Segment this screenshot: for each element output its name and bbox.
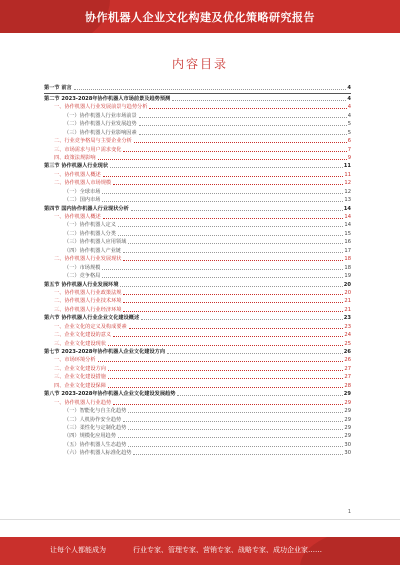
toc-leader-dots (131, 210, 343, 211)
toc-entry[interactable] (44, 179, 351, 187)
toc-leader-dots (128, 446, 343, 447)
toc-entry-page: 28 (344, 382, 351, 389)
toc-entry[interactable] (44, 280, 351, 288)
toc-entry-title: 三、市场需求与用户需求变化 (54, 146, 122, 153)
toc-entry-title: （四）协作机器人产业链 (64, 247, 122, 254)
toc-entry[interactable] (44, 229, 351, 237)
toc-entry-page: 13 (344, 197, 351, 204)
toc-entry-title: （二）国内市场 (64, 197, 101, 204)
toc-leader-dots (123, 294, 343, 295)
toc-entry-title: （二）竞争格局 (64, 273, 101, 280)
toc-entry-page: 12 (344, 180, 351, 187)
toc-entry-page: 9 (347, 154, 351, 161)
toc-entry-title: 第三节 协作机器人行业现状 (44, 163, 109, 170)
toc-entry-page: 19 (344, 273, 351, 280)
toc-entry[interactable] (44, 407, 351, 415)
toc-entry-page: 23 (344, 323, 351, 330)
toc-entry-title: （一）智能化与自主化趋势 (64, 408, 127, 415)
footer-slogan-left: 让每个人都能成为 (50, 546, 106, 554)
toc-leader-dots (110, 167, 343, 168)
toc-entry-page: 6 (347, 138, 351, 145)
toc-entry-page: 16 (344, 239, 351, 246)
toc-entry-title: 四、企业文化建设保障 (54, 382, 106, 389)
toc-leader-dots (123, 311, 343, 312)
toc-entry-page: 14 (343, 205, 351, 212)
toc-leader-dots (103, 218, 344, 219)
toc-leader-dots (108, 345, 344, 346)
toc-entry-title: 第五节 协作机器人行业发展环境 (44, 281, 119, 288)
toc-entry-page: 14 (344, 214, 351, 220)
toc-entry-title: 二、企业文化建设的意义 (54, 332, 112, 339)
toc-leader-dots (103, 176, 344, 177)
toc-entry-title: （一）协作机器人行业市场前景 (64, 112, 137, 119)
toc-entry-page: 29 (344, 408, 351, 415)
toc-entry-title: 一、协作机器人行业发展前景与趋势分析 (54, 104, 148, 111)
toc-entry-title: 三、协作机器人行业经济环境 (54, 306, 122, 313)
toc-entry-page: 7 (347, 146, 351, 153)
toc-entry-page: 29 (343, 391, 351, 398)
toc-entry[interactable] (44, 120, 351, 128)
toc-entry-page: 29 (344, 433, 351, 440)
toc-leader-dots (128, 412, 343, 413)
toc-entry-title: 二、协作机器人行业技术环境 (54, 298, 122, 305)
toc-entry[interactable] (44, 398, 351, 406)
toc-entry-page: 18 (344, 256, 351, 263)
toc-leader-dots (134, 142, 347, 143)
toc-entry-page: 26 (344, 357, 351, 364)
toc-entry-page: 11 (344, 171, 351, 178)
toc-entry[interactable] (44, 84, 351, 92)
toc-entry[interactable] (44, 204, 351, 212)
toc-entry-page: 4 (347, 112, 351, 119)
toc-entry-title: 二、行业竞争格局与主要企业分析 (54, 138, 132, 145)
toc-entry-page: 20 (344, 289, 351, 296)
toc-entry-page: 30 (344, 450, 351, 457)
toc-entry[interactable] (44, 348, 351, 356)
toc-entry-title: 一、市场环境分析 (54, 357, 96, 364)
toc-leader-dots (139, 117, 347, 118)
toc-entry[interactable] (44, 238, 351, 246)
toc-entry-page: 12 (344, 188, 351, 195)
toc-entry[interactable] (44, 440, 351, 448)
toc-entry-title: （四）规模化应用趋势 (64, 433, 116, 440)
toc-entry[interactable] (44, 297, 351, 305)
toc-leader-dots (120, 286, 342, 287)
toc-heading: 内容目录 (171, 57, 228, 71)
toc-entry-title: 一、协作机器人概述 (54, 214, 101, 220)
toc-leader-dots (118, 226, 344, 227)
report-title: 协作机器人企业文化构建及优化策略研究报告 (85, 11, 315, 24)
toc-leader-dots (149, 108, 346, 109)
toc-leader-dots (123, 151, 346, 152)
toc-leader-dots (123, 421, 343, 422)
toc-entry[interactable] (44, 289, 351, 297)
toc-entry[interactable] (44, 213, 351, 221)
toc-leader-dots (128, 243, 343, 244)
toc-entry[interactable] (44, 305, 351, 313)
toc-entry-page: 11 (343, 163, 351, 170)
toc-entry-page: 29 (344, 399, 351, 406)
toc-entry[interactable] (44, 331, 351, 339)
toc-entry[interactable] (44, 111, 351, 119)
toc-leader-dots (98, 159, 347, 160)
toc-entry-title: 二、企业文化建设方向 (54, 365, 106, 372)
toc-entry-page: 20 (343, 281, 351, 288)
toc-entry-title: 三、企业文化建设现状 (54, 340, 106, 347)
toc-leader-dots (133, 454, 343, 455)
toc-entry-title: （一）协作机器人定义 (64, 222, 116, 229)
toc-leader-dots (102, 277, 343, 278)
toc-entry[interactable] (44, 314, 351, 322)
toc-entry-title: 三、企业文化建设措施 (54, 374, 106, 381)
toc-entry-page: 30 (344, 441, 351, 448)
page-header (0, 0, 400, 33)
toc-entry-page: 14 (344, 222, 351, 229)
toc-entry-title: （二）协作机器人分类 (64, 230, 116, 237)
toc-entry-title: 第四节 国内协作机器人行业现状分析 (44, 205, 129, 212)
toc-entry-title: （三）柔性化与定制化趋势 (64, 424, 127, 431)
toc-entry-title: （二）协作机器人行业发展趋势 (64, 121, 137, 128)
toc-leader-dots (167, 353, 343, 354)
toc-entry[interactable] (44, 390, 351, 398)
toc-entry[interactable] (44, 162, 351, 170)
toc-leader-dots (139, 134, 347, 135)
toc-leader-dots (139, 125, 347, 126)
toc-entry-title: 二、协作机器人行业发展现状 (54, 256, 122, 263)
toc-entry[interactable] (44, 137, 351, 145)
toc-entry-title: 第八节 2023-2028年协作机器人企业文化建设发展趋势 (44, 391, 176, 398)
toc-leader-dots (113, 184, 343, 185)
footer-slogan-right: 行业专家、管理专家、营销专家、战略专家、成功企业家…… (133, 546, 322, 554)
toc-entry[interactable] (44, 187, 351, 195)
toc-entry-title: （一）市场规模 (64, 264, 101, 271)
toc-entry-title: 二、协作机器人市场规模 (54, 180, 112, 187)
toc-entry-title: 第二节 2023-2028年协作机器人市场前景及趋势预测 (44, 95, 171, 102)
toc-entry[interactable] (44, 364, 351, 372)
page-footer (0, 537, 400, 565)
toc-entry-title: （六）协作机器人标准化趋势 (64, 450, 132, 457)
toc-leader-dots (118, 235, 344, 236)
toc-entry-page: 26 (343, 349, 351, 355)
toc-leader-dots (113, 336, 343, 337)
toc-entry-page: 27 (344, 365, 351, 372)
toc-entry-page: 4 (347, 104, 351, 111)
toc-entry-page: 21 (344, 298, 351, 305)
toc-entry-title: 一、协作机器人概述 (54, 171, 101, 178)
toc-entry[interactable] (44, 263, 351, 271)
toc-entry[interactable] (44, 381, 351, 389)
toc-leader-dots (141, 319, 343, 320)
toc-leader-dots (74, 89, 347, 90)
toc-entry-title: 一、协作机器人行业政策法规 (54, 289, 122, 296)
toc-entry[interactable] (44, 373, 351, 381)
toc-entry-title: （五）协作机器人生态趋势 (64, 441, 127, 448)
toc-leader-dots (128, 429, 343, 430)
toc-entry-title: 一、企业文化的定义及构成要素 (54, 323, 127, 330)
toc-entry[interactable] (44, 103, 351, 111)
toc-entry[interactable] (44, 221, 351, 229)
toc-entry[interactable] (44, 432, 351, 440)
toc-entry-page: 24 (344, 332, 351, 339)
footer-divider (0, 519, 400, 520)
toc-entry-title: （二）人机协作安全趋势 (64, 416, 122, 423)
toc-entry[interactable] (44, 356, 351, 364)
toc-entry-page: 29 (344, 424, 351, 431)
toc-leader-dots (102, 269, 343, 270)
toc-entry[interactable] (44, 246, 351, 254)
toc-leader-dots (123, 302, 343, 303)
toc-entry-title: 第六节 协作机器人行业企业文化建设概述 (44, 315, 140, 322)
toc-entry[interactable] (44, 322, 351, 330)
toc-leader-dots (102, 201, 343, 202)
toc-entry-title: 四、政策法规影响 (54, 154, 96, 161)
toc-leader-dots (129, 328, 344, 329)
toc-entry-page: 17 (344, 247, 351, 254)
toc-entry-title: （三）协作机器人应用领域 (64, 239, 127, 246)
toc-entry-title: 第一节 前言 (44, 85, 72, 92)
toc-entry[interactable] (44, 94, 351, 102)
toc-entry[interactable] (44, 170, 351, 178)
toc-leader-dots (102, 193, 343, 194)
toc-entry-page: 18 (344, 264, 351, 271)
toc-entry[interactable] (44, 196, 351, 204)
toc-leader-dots (98, 361, 344, 362)
toc-entry[interactable] (44, 154, 351, 162)
toc-entry-title: （一）全球市场 (64, 188, 101, 195)
toc-entry[interactable] (44, 128, 351, 136)
toc-entry-title: 第七节 2023-2028年协作机器人企业文化建设方向 (44, 349, 166, 355)
page-number: 1 (347, 509, 351, 515)
toc-leader-dots (123, 260, 343, 261)
table-of-contents (44, 84, 351, 457)
toc-entry[interactable] (44, 449, 351, 457)
toc-entry-page: 4 (347, 95, 351, 102)
toc-entry-page: 25 (344, 340, 351, 347)
toc-leader-dots (118, 437, 344, 438)
toc-entry-title: （三）协作机器人行业影响因素 (64, 129, 137, 136)
toc-entry-page: 29 (344, 416, 351, 423)
toc-entry[interactable] (44, 339, 351, 347)
toc-entry[interactable] (44, 272, 351, 280)
toc-entry-page: 21 (344, 306, 351, 313)
toc-entry[interactable] (44, 145, 351, 153)
toc-entry-page: 27 (344, 374, 351, 381)
toc-entry[interactable] (44, 255, 351, 263)
toc-entry-page: 5 (347, 121, 351, 128)
toc-leader-dots (123, 252, 343, 253)
toc-entry-page: 5 (347, 129, 351, 136)
toc-leader-dots (172, 100, 346, 101)
toc-entry-page: 15 (344, 230, 351, 237)
toc-entry-page: 23 (343, 315, 351, 322)
toc-entry-title: 一、协作机器人行业趋势 (54, 399, 112, 406)
toc-leader-dots (113, 404, 343, 405)
toc-leader-dots (108, 378, 344, 379)
toc-leader-dots (108, 387, 344, 388)
toc-entry[interactable] (44, 424, 351, 432)
toc-leader-dots (177, 395, 342, 396)
toc-entry-page: 4 (347, 85, 351, 92)
toc-entry[interactable] (44, 415, 351, 423)
toc-leader-dots (108, 370, 344, 371)
